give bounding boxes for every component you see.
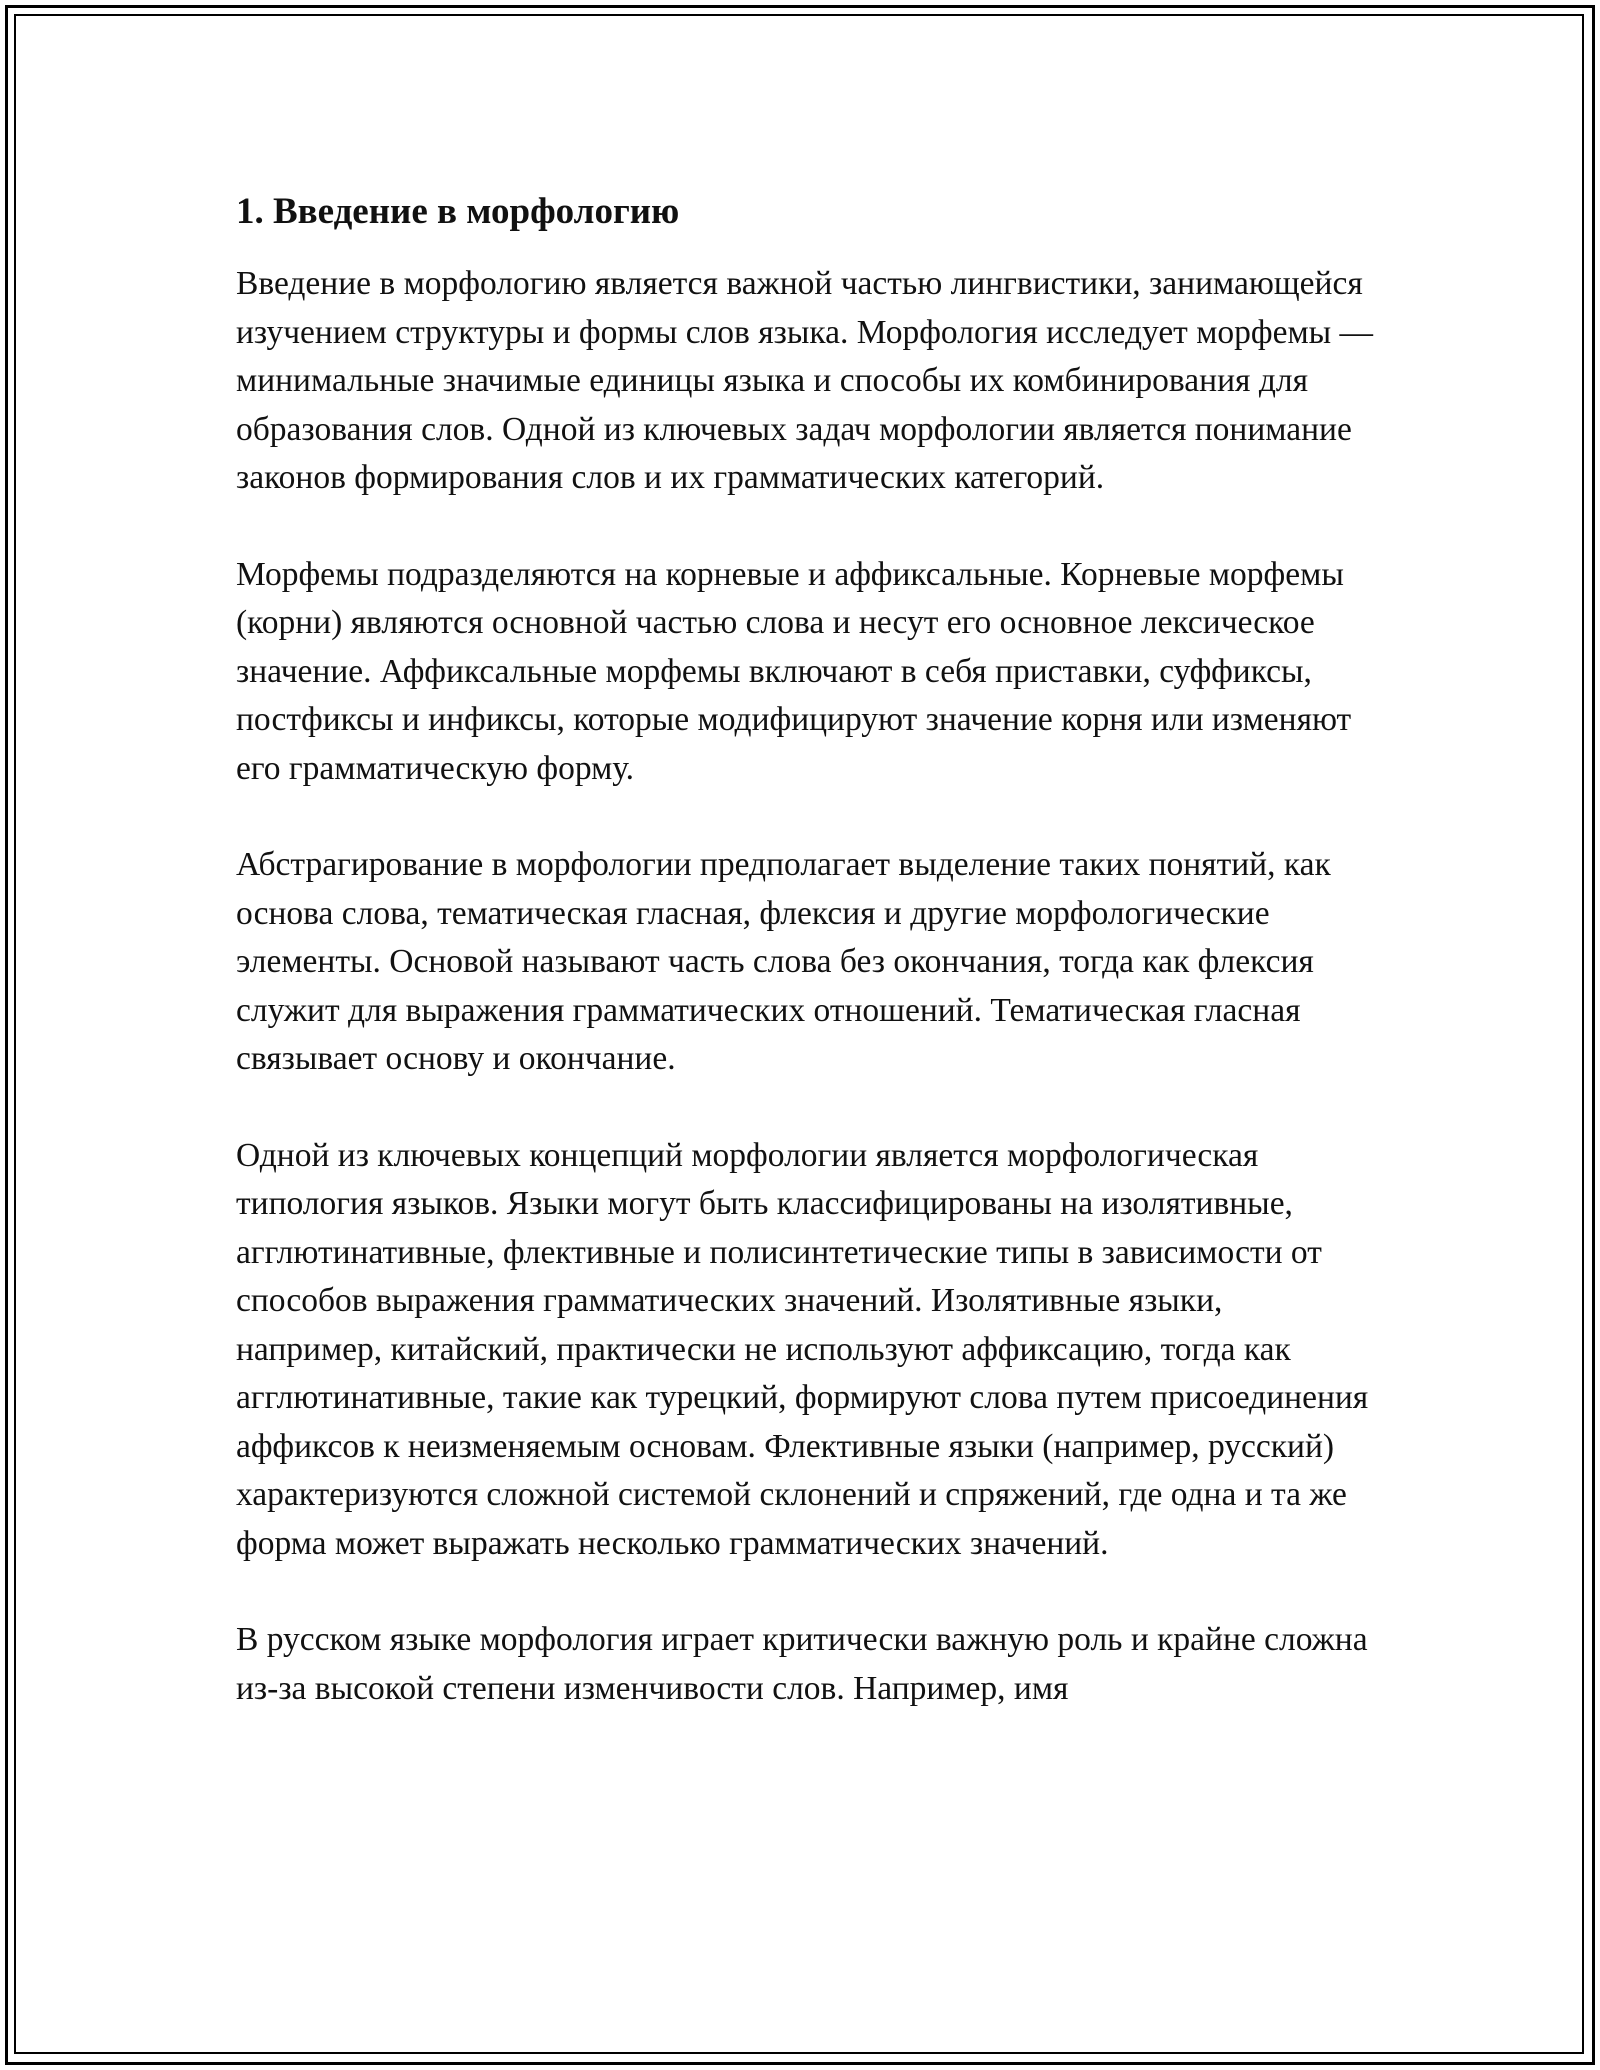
paragraph-morphemes: Морфемы подразделяются на корневые и аффиксальные. Корневые морфемы (корни) являются основной частью слова и несут его основное лексическое значение. Аффиксальные морфемы включают в себя приставки, суффиксы, постфиксы и инфиксы, которые модифицируют значение корня или изменяют его грамматическую форму. — [236, 555, 1352, 787]
paragraph-russian: В русском языке морфология играет критически важную роль и крайне сложна из-за высокой степени изменчивости слов. Например, имя — [236, 1621, 1368, 1707]
paragraph-intro: Введение в морфологию является важной частью лингвистики, занимающейся изучением структуры и формы слов языка. Морфология исследует морфемы — минимальные значимые единицы языка и способы их комбинирования для образования слов. Одной из ключевых задач морфологии является понимание законов формирования слов и их грамматических категорий. — [236, 265, 1374, 496]
document-body — [236, 186, 1376, 1761]
paragraph-typology: Одной из ключевых концепций морфологии является морфологическая типология языков. Языки могут быть классифицированы на изолятивные, агглютинативные, флективные и полисинтетические типы в зависимости от способов выражения грамматических значений. Изолятивные языки, например, китайский, практически не используют аффиксацию, тогда как агглютинативные, такие как турецкий, формируют слова путем присоединения аффиксов к неизменяемым основам. Флективные языки (например, русский) характеризуются сложной системой склонений и спряжений, где одна и та же форма может выражать несколько грамматических значений. — [236, 1136, 1369, 1562]
section-heading: 1. Введение в морфологию — [236, 191, 680, 232]
paragraph-abstraction: Абстрагирование в морфологии предполагает выделение таких понятий, как основа слова, тематическая гласная, флексия и другие морфологические элементы. Основой называют часть слова без окончания, тогда как флексия служит для выражения грамматических отношений. Тематическая гласная связывает основу и окончание. — [236, 846, 1331, 1077]
